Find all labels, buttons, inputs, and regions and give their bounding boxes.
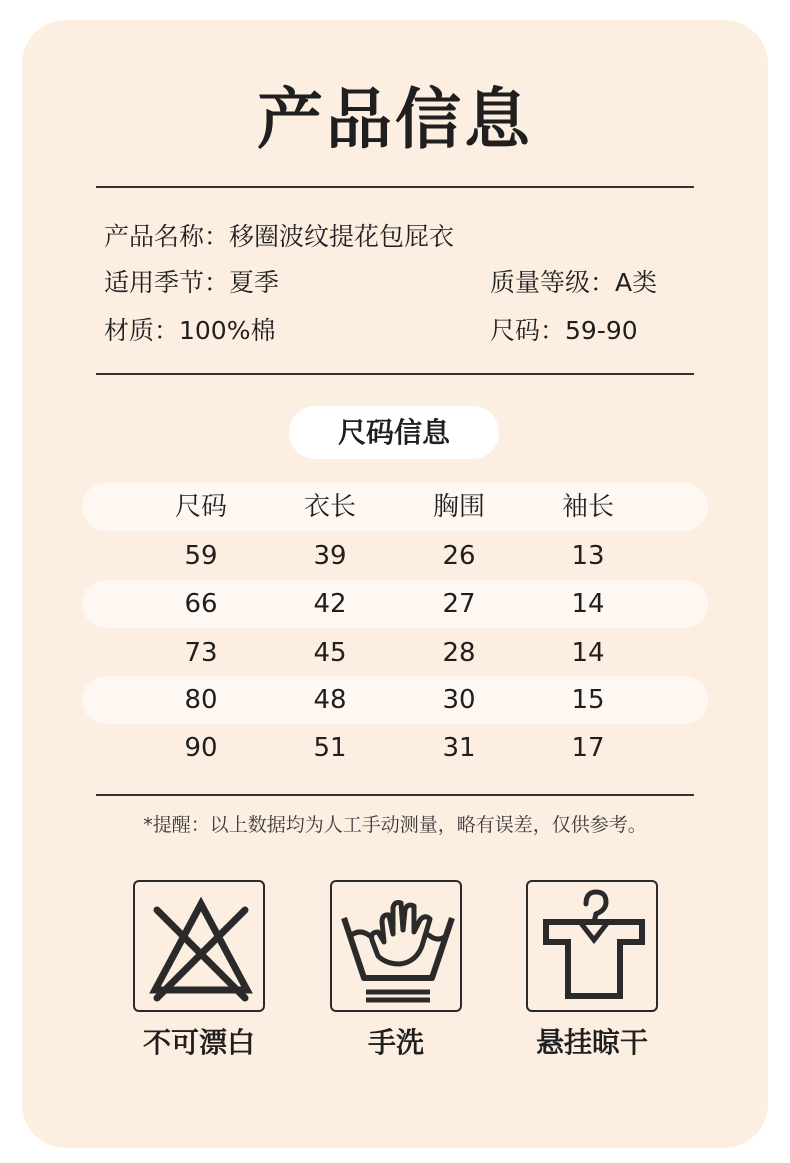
table-cell: 73: [184, 638, 218, 668]
table-row: [0, 629, 790, 677]
table-cell: 17: [571, 733, 605, 763]
product-name: 产品名称：移圈波纹提花包屁衣: [104, 222, 455, 251]
table-cell: 39: [313, 541, 347, 571]
table-cell: 51: [313, 733, 347, 763]
table-row: [0, 724, 790, 772]
page-title: 产品信息: [257, 81, 533, 158]
table-cell: 31: [442, 733, 476, 763]
table-cell: 45: [313, 638, 347, 668]
care-label-no-bleach: 不可漂白: [142, 1026, 255, 1059]
quality-grade: 质量等级：A类: [490, 268, 658, 297]
table-row: [0, 580, 790, 628]
table-row: [0, 532, 790, 580]
table-cell: 66: [184, 589, 218, 619]
divider-bottom: [96, 794, 694, 796]
table-cell: 90: [184, 733, 218, 763]
care-label-hand-wash: 手洗: [367, 1026, 424, 1059]
divider-top: [96, 186, 694, 188]
table-cell: 30: [442, 685, 476, 715]
table-cell: 14: [571, 589, 605, 619]
table-header: [0, 483, 790, 531]
header-cell: 衣长: [303, 492, 356, 522]
table-cell: 59: [184, 541, 218, 571]
table-cell: 48: [313, 685, 347, 715]
divider-middle: [96, 373, 694, 375]
header-cell: 袖长: [561, 492, 614, 522]
table-cell: 42: [313, 589, 347, 619]
table-cell: 28: [442, 638, 476, 668]
header-cell: 胸围: [432, 492, 485, 522]
hand-wash-icon: [330, 880, 462, 1012]
care-label-hang-dry: 悬挂晾干: [535, 1026, 648, 1059]
table-cell: 14: [571, 638, 605, 668]
season: 适用季节：夏季: [104, 268, 280, 297]
table-cell: 80: [184, 685, 218, 715]
table-cell: 26: [442, 541, 476, 571]
table-cell: 13: [571, 541, 605, 571]
header-cell: 尺码: [174, 492, 227, 522]
table-row: [0, 676, 790, 724]
material: 材质：100%棉: [104, 316, 276, 345]
table-cell: 27: [442, 589, 476, 619]
no-bleach-icon: [133, 880, 265, 1012]
hang-dry-icon: [526, 880, 658, 1012]
size-section-label: 尺码信息: [289, 406, 499, 459]
table-cell: 15: [571, 685, 605, 715]
size-range: 尺码：59-90: [490, 316, 638, 345]
measurement-note: *提醒：以上数据均为人工手动测量，略有误差，仅供参考。: [143, 814, 647, 836]
